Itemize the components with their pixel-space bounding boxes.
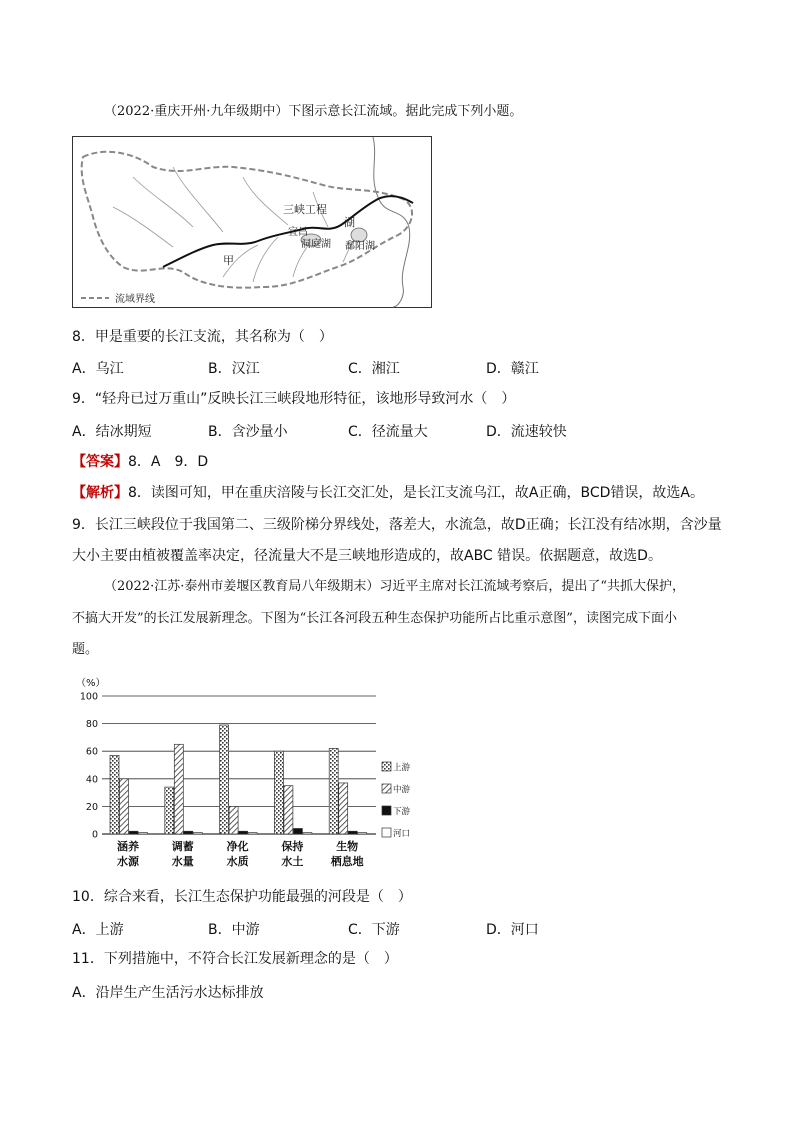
q10-option-b: B．中游: [208, 922, 260, 938]
q8-option-b: B．汉江: [208, 361, 260, 377]
analysis-line-3: 大小主要由植被覆盖率决定，径流量大不是三峡地形造成的，故ABC 错误。依据题意，故选D。: [72, 548, 662, 564]
q10-option-c: C．下游: [348, 922, 400, 938]
bar: [329, 748, 338, 834]
legend-label: 下游: [393, 807, 411, 817]
x-tick-label: 生物: [336, 840, 359, 853]
q8-option-c: C．湘江: [348, 361, 400, 377]
x-tick-label: 水源: [117, 855, 139, 868]
label-hu: 湖: [344, 216, 355, 229]
bar: [174, 744, 183, 834]
y-tick-label: 80: [85, 719, 98, 731]
q8-option-a: A．乌江: [72, 361, 124, 377]
poyang-lake-shape: [351, 228, 367, 242]
bar: [184, 831, 193, 834]
analysis-line-1: [72, 484, 704, 502]
map-svg: [73, 137, 431, 307]
bar: [165, 787, 174, 834]
yangtze-basin-map: [72, 136, 432, 308]
x-tick-label: 净化: [226, 840, 249, 853]
x-tick-label: 水质: [226, 855, 249, 868]
x-tick-label: 调蓄: [171, 840, 194, 853]
q10-stem: 10．综合来看，长江生态保护功能最强的河段是（ ）: [72, 889, 412, 905]
legend-label: 上游: [393, 763, 411, 773]
label-yichang: 宜昌: [288, 227, 308, 238]
bar: [193, 833, 202, 834]
bar: [229, 806, 238, 834]
bar-chart: [72, 676, 411, 874]
tributaries: [113, 167, 363, 282]
q10-option-d: D．河口: [486, 922, 539, 938]
bar: [248, 833, 257, 834]
bar: [284, 786, 293, 834]
label-poyang: 鄱阳湖: [345, 241, 375, 252]
legend-label: 中游: [393, 785, 411, 795]
x-tick-label: 保持: [281, 840, 304, 853]
y-tick-label: 0: [91, 829, 98, 841]
y-tick-label: 60: [85, 746, 98, 758]
analysis-line-2: 9．长江三峡段位于我国第二、三级阶梯分界线处，落差大，水流急，故D正确；长江没有结冰期，含沙量: [72, 517, 722, 533]
q10-intro-line-2: 不搞大开发”的长江发展新理念。下图为“长江各河段五种生态保护功能所占比重示意图”，读图完成下面小: [72, 611, 677, 626]
y-tick-label: 100: [79, 691, 98, 703]
q10-intro-line-1: （2022·江苏·泰州市姜堰区教育局八年级期末）习近平主席对长江流域考察后，提出了“共抓大保护，: [104, 579, 685, 594]
bar: [110, 755, 119, 834]
y-tick-label: 40: [85, 774, 98, 786]
legend-swatch: [382, 828, 391, 837]
legend-swatch: [382, 806, 391, 815]
label-sanxia: 三峡工程: [283, 203, 327, 216]
analysis-tag: 【解析】: [72, 485, 128, 501]
q9-option-b: B．含沙量小: [208, 424, 288, 440]
bar: [339, 783, 348, 834]
label-dongting: 洞庭湖: [301, 239, 331, 250]
coastline: [373, 137, 410, 307]
legend-label: 河口: [393, 829, 411, 839]
legend-swatch: [382, 784, 391, 793]
q8-intro: （2022·重庆开州·九年级期中）下图示意长江流域。据此完成下列小题。: [104, 104, 523, 119]
legend-label: 流域界线: [115, 294, 155, 305]
chart-svg: [72, 676, 411, 874]
q8-option-d: D．赣江: [486, 361, 539, 377]
x-tick-label: 水量: [171, 855, 194, 868]
q11-stem: 11．下列措施中，不符合长江发展新理念的是（ ）: [72, 951, 398, 967]
x-tick-label: 涵养: [117, 840, 139, 853]
answer-tag: 【答案】: [72, 454, 128, 470]
x-tick-label: 栖息地: [330, 855, 364, 868]
bar: [274, 751, 283, 834]
x-tick-label: 水土: [281, 855, 304, 868]
bar: [293, 828, 302, 834]
bar: [348, 831, 357, 834]
q11-option-a: A．沿岸生产生活污水达标排放: [72, 985, 264, 1001]
bar: [239, 831, 248, 834]
q8-stem: 8．甲是重要的长江支流，其名称为（ ）: [72, 329, 333, 345]
bar: [220, 725, 229, 834]
answer-line: [72, 453, 208, 471]
bar: [303, 833, 312, 834]
q10-option-a: A．上游: [72, 922, 124, 938]
chart-unit-label: （%）: [76, 678, 106, 689]
bar: [139, 833, 148, 834]
analysis-text-1: 8．读图可知，甲在重庆涪陵与长江交汇处，是长江支流乌江，故A正确，BCD错误，故选A。: [128, 485, 704, 501]
q9-option-a: A．结冰期短: [72, 424, 152, 440]
q10-intro-line-3: 题。: [72, 642, 99, 657]
q9-stem: 9．“轻舟已过万重山”反映长江三峡段地形特征，该地形导致河水（ ）: [72, 391, 516, 407]
answer-text: 8．A 9．D: [128, 454, 209, 470]
q9-option-d: D．流速较快: [486, 424, 567, 440]
bar: [358, 833, 367, 834]
y-tick-label: 20: [85, 801, 98, 813]
legend-swatch: [382, 762, 391, 771]
bar: [120, 779, 129, 834]
bar: [129, 831, 138, 834]
basin-boundary: [82, 152, 412, 288]
q9-option-c: C．径流量大: [348, 424, 428, 440]
label-jia: 甲: [223, 254, 234, 267]
